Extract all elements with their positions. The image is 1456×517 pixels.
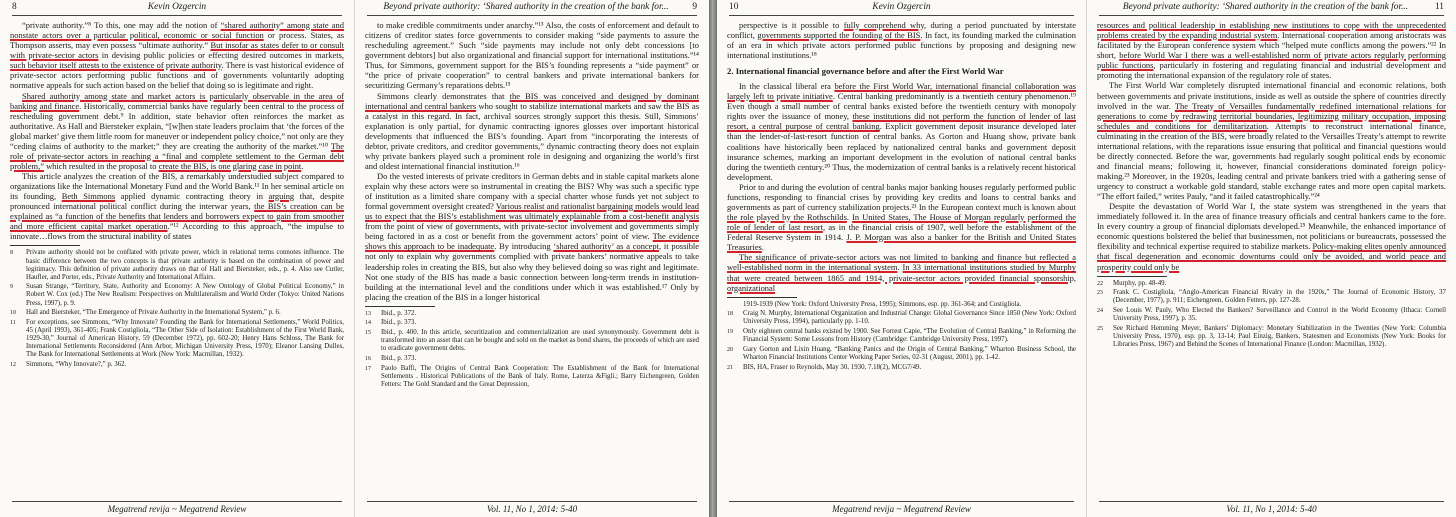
book-gutter bbox=[709, 0, 717, 517]
page-10 bbox=[717, 0, 1086, 517]
footnote-number: 12 bbox=[10, 362, 16, 368]
footnote-rule bbox=[10, 245, 80, 246]
highlighted-passage: such behavior itself attests to the existence of private authority bbox=[10, 60, 222, 71]
running-header bbox=[367, 2, 697, 16]
page-9 bbox=[354, 0, 709, 517]
footnote-text: Susan Strange, “Territory, State, Authority and Economy: A New Ontology of Global Political Economy,” in Robert W. Cox (ed.) The New Realism: Perspectives on Multilateralism and World Order (Tokyo: United Nations Press, 1997), p. 9. bbox=[26, 283, 344, 307]
highlighted-passage: the role played by the Rothschilds bbox=[727, 212, 847, 223]
footnote bbox=[727, 364, 1076, 372]
highlighted-passage: these institutions did not perform the function of lender of last resort, a central purpose of central banking bbox=[727, 111, 1076, 132]
page-number: 9 bbox=[692, 2, 697, 12]
footnote bbox=[727, 301, 1076, 309]
footnote-number: 21 bbox=[727, 364, 733, 371]
footnote bbox=[1097, 289, 1446, 305]
footnotes bbox=[1097, 280, 1446, 350]
footnote bbox=[365, 355, 699, 363]
footnote-number bbox=[727, 301, 743, 309]
footnote bbox=[727, 328, 1076, 344]
footnote-number: 16 bbox=[365, 355, 371, 362]
footnote-text: Only eighteen central banks existed by 1900. See Forrest Capie, “The Evolution of Central Banking,” in Reforming the Financial System: Some Lessons from History (Cambridge: Cambridge University Press, 1997). bbox=[743, 328, 1076, 344]
highlighted-passage: The evidence shows this approach to be inadequate bbox=[365, 231, 699, 252]
running-header bbox=[729, 2, 1074, 16]
section-heading: 2. International financial governance before and after the First World War bbox=[727, 66, 1004, 77]
footnote-text: Simmons, “Why Innovate?,” p. 362. bbox=[26, 361, 127, 368]
highlighted-passage: But insofar as states defer to or consult with private-sector actors bbox=[10, 40, 344, 61]
highlighted-passage: the BIS’s creation can be explained as “a function of the benefits that lenders and borrowers expect to gain from smoother and more efficient capital market operation bbox=[10, 201, 344, 232]
footnote-text: Frank C. Costigliola, “Anglo-American Financial Rivalry in the 1920s,” The Journal of Economic History, 37 (December, 1977), p. 911; Eichengreen, Golden Fetters, pp. 127-28. bbox=[1113, 289, 1446, 305]
footnote-number: 9 bbox=[10, 284, 13, 291]
highlighted-passage: Policy-making elites openly announced that fiscal degeneration and economic downturns could only be avoided, and world peace and prosperity could only be bbox=[1097, 241, 1447, 272]
highlighted-passage: the BIS was conceived and designed by dominant international and central bankers bbox=[365, 90, 699, 111]
body-text bbox=[727, 20, 1076, 293]
running-header bbox=[12, 2, 342, 16]
highlighted-passage: before the First World War, international financial collaboration was largely left to private initiative bbox=[727, 81, 1076, 102]
paragraph: Shared authority among state and market actors is particularly observable in the area of banking and finance. Historically, commercial banks have regularly been central to the process of rescheduling government debt.⁹ In addition, state behavior often reinforces the market as authoritative. As Hall and Biersteker explain, “[w]hen state leaders proclaim that ‘the forces of the global market’ give them little room for maneuver or independent policy choice,” not only are they “ceding claims of authority to the market;” they are creating the authority of the market.”¹⁰ The role of private-sector actors in reaching a “final and complete settlement to the German debt problem,” which resulted in the proposal to create the BIS, is one glaring case in point. bbox=[10, 90, 344, 171]
footnote bbox=[727, 310, 1076, 326]
footnote bbox=[10, 319, 344, 359]
footnote-text: Hall and Biersteker, “The Emergence of Private Authority in the International System,” p. 6. bbox=[26, 309, 281, 317]
running-footer: Vol. 11, No 1, 2014: 5-40 bbox=[1099, 501, 1444, 514]
footnote bbox=[727, 346, 1076, 362]
highlighted-passage: before World War I there was a well-established norm of private actors regularly performing public functions bbox=[1097, 50, 1446, 71]
running-header bbox=[1099, 2, 1444, 16]
paragraph: Despite the devastation of World War I, the state system was strengthened in the years that immediately followed it. In the area of finance treasury officials and central bankers came to the fore. In every country a group of financial diplomats developed.²⁵ Meanwhile, the enhanced importance of economic questions bolstered the belief that businessmen, not politicians or bureaucrats, possessed the flexibility and technical expertise required to stabilize markets. Policy-making elites openly announced that fiscal degeneration and economic downturns could only be avoided, and world peace and prosperity could only be bbox=[1097, 201, 1447, 272]
footnote bbox=[10, 249, 344, 281]
highlighted-passage: ‘shared authority’ as a concept bbox=[553, 241, 659, 252]
footnote-number: 20 bbox=[727, 346, 733, 353]
highlighted-passage: Shared authority among state and market actors is particularly observable in the area of banking and finance bbox=[10, 90, 344, 111]
footnote-number: 15 bbox=[365, 330, 371, 337]
footnote-rule bbox=[365, 306, 435, 307]
footnote-text: Craig N. Murphy, International Organization and Industrial Change: Global Governance Since 1850 (New York: Oxford University Press, 1994), particularly pp. 1-10. bbox=[743, 310, 1076, 326]
paragraph: The First World War completely disrupted international financial and economic relations, both between governments and private institutions, inside as well as outside the sphere of countries directly involved in the war. The Treaty of Versailles fundamentally redefined international relations for generations to come by redrawing territorial boundaries, legitimizing military occupation, imposing schedules and conditions for demilitarization. Attempts to reconstruct international finance, culminating in the creation of the BIS, were broadly related to the Versailles Treaty’s attempt to rewrite international relations, with the reparations issue ensuring that political and financial questions would be directly connected. Before the war, governments had regularly sought political ends by economic and financial means; following it, however, financial considerations dominated foreign policy-making.²³ Moreover, in the 1920s, leading central and private bankers tried with a gathering sense of urgency to construct a workable gold standard, stable exchange rates and more open capital markets. “The effort failed,” writes Pauly, “and it failed catastrophically.”²⁴ bbox=[1097, 80, 1446, 201]
footnote-number: 18 bbox=[727, 311, 733, 318]
footnotes bbox=[10, 249, 344, 369]
paragraph: Simmons clearly demonstrates that the BIS was conceived and designed by dominant international and central bankers who sought to stabilize international markets and saw the BIS as a catalyst in this regard. In fact, archival sources strongly support this thesis. Still, Simmons’ explanation is only partial, for dynamic contracting ignores glosses over important historical developments that influenced the BIS’s founding. Apart from “incorporating the interests of debtor, private creditors, and creditor governments,” dynamic contracting theory does not explain why private bankers played such a prominent role in designing and organizing the world’s first and oldest international financial institution.¹⁶ bbox=[365, 90, 699, 171]
highlighted-passage: J. P. Morgan was also a banker for the British and United States Treasuries bbox=[727, 232, 1076, 253]
footnote-text: BIS, HA, Fraser to Reynolds, May 30, 1930, 7.18(2), MCG7/49. bbox=[743, 363, 922, 371]
footnote bbox=[10, 309, 344, 317]
footnotes bbox=[365, 310, 699, 389]
paragraph: resources and political leadership in establishing new institutions to cope with the unprecedented problems created by the expanding industrial system. International cooperation among aristocrats was facilitated by the European conference system which “helped mute conflicts among the powers.”²² In short, before World War I there was a well-established norm of private actors regularly performing public functions, particularly in fostering and regulating financial and industrial development and promoting the international expansion of the regulatory role of states. bbox=[1097, 20, 1446, 81]
running-head: Kevin Ozgercin bbox=[872, 2, 931, 12]
footnote-number: 22 bbox=[1097, 280, 1103, 287]
footnotes bbox=[727, 301, 1076, 372]
paragraph: This article analyzes the creation of the BIS, a remarkably understudied subject compared to organizations like the International Monetary Fund and the World Bank.¹¹ In her seminal article on its founding, Beth Simmons applied dynamic contracting theory in arguing that, despite pronounced international political conflict during the interwar years, the BIS’s creation can be explained as “a function of the benefits that lenders and borrowers expect to gain from smoother and more efficient capital market operation.”¹² According to this approach, “the impulse to innovate…flows from the structural inability of states bbox=[10, 171, 344, 242]
highlighted-passage: Various realist and rationalist bargaining models would lead us to expect that the BIS’s establishment was ultimately explainable from a cost-benefit analysis bbox=[365, 201, 699, 222]
footnote-text: 1919-1939 (New York: Oxford University Press, 1995); Simmons, esp. pp. 361-364; and Costigliola. bbox=[743, 300, 1022, 308]
footnote bbox=[365, 329, 699, 353]
highlighted-passage: governments supported the founding of the BIS bbox=[757, 30, 921, 41]
footnote-text: For exceptions, see Simmons, “Why Innovate? Founding the Bank for International Settlements,” World Politics, 45 (April 1993), 361-405; Frank Costigliola, “The Other Side of Isolation: Establishment of the First World Bank, 1929-30,” Journal of American History, 59 (December 1972), pp. 602-20; Henry Hans Schloss, The Bank for International Settlements Reconsidered (Ann Arbor, Michigan University Press, 1970); Eleanor Lansing Dulles, The Bank for International Settlements at Work (New York: Macmillan, 1932). bbox=[26, 318, 344, 359]
footnote-text: Gary Gorton and Lixin Huang, “Banking Panics and the Origin of Central Banking,” Wharton Business School, the Wharton Financial Institutions Center Working Paper Series, 02-31 (August, 2001), pp. 1-42. bbox=[743, 345, 1076, 361]
highlighted-passage: create the BIS, is one glaring case in point bbox=[158, 160, 302, 171]
paragraph: perspective is it possible to fully comprehend why, during a period punctuated by interstate conflict, governments supported the founding of the BIS. In fact, its founding marked the culmination of an era in which private actors performed public functions by proposing and designing new international institutions.¹⁸ bbox=[727, 20, 1076, 61]
footnote-number: 13 bbox=[365, 310, 371, 317]
paragraph: Do the vested interests of private creditors in German debts and in stable capital markets alone explain why these actors were so instrumental in creating the BIS? Why was such a specific type of institution as a limited share company with a special charter whose funds yet not subject to formal government oversight created? Various realist and rationalist bargaining models would lead us to expect that the BIS’s establishment was ultimately explainable from a cost-benefit analysis from the point of view of governments, with private-sector involvement and governments simply being factored in as a cost or benefit from the government actors’ point of view. The evidence shows this approach to be inadequate. By introducing ‘shared authority’ as a concept, it possible not only to explain why governments complied with private bankers’ normative appeals to take leadership roles in creating the BIS, but also why they believed doing so was right and legitimate. Not one study of the BIS has made a basic connection between long-term trends in institution-building at the international level and the conditions under which it was established.¹⁷ Only by placing the creation of the BIS in a longer historical bbox=[365, 171, 700, 302]
running-head: Kevin Ozgercin bbox=[147, 2, 207, 12]
highlighted-passage: “shared authority” among state and nonstate actors over a particular political, economic or social function bbox=[10, 20, 344, 41]
footnote-number: 17 bbox=[365, 365, 371, 372]
highlighted-passage: In United States, The House of Morgan regularly performed the role of lender of last resort bbox=[727, 212, 1076, 233]
running-footer: Megatrend revija ~ Megatrend Review bbox=[729, 501, 1074, 514]
page-number: 11 bbox=[1434, 2, 1444, 12]
footnote-text: See Richard Hemming Meyer, Bankers’ Diplomacy: Monetary Stabilization in the Twenties (New York: Columbia University Press, 1970), esp. pp. 3, 13-14; Paul Einzig, Bankers, Statesmen and Economists (New York: Books for Libraries Press, 1967) and Behind the Scenes of International Finance (London: Macmillan, 1932). bbox=[1113, 324, 1446, 348]
footnote-number: 8 bbox=[10, 250, 13, 257]
footnote-number: 25 bbox=[1097, 325, 1103, 332]
running-footer: Vol. 11, No 1, 2014: 5-40 bbox=[367, 501, 697, 514]
footnote-rule bbox=[727, 297, 797, 298]
footnote-text: Private authority should not be conflated with private power, which in relational terms connotes influence. The basic difference between the two concepts is that private authority is based on the combination of power and legitimacy. This definition of private authority draws on that of Hall and Biersteker, eds., p. 4. Also see Cutler, Haufler, and Porter, eds., Private Authority and International Affairs. bbox=[26, 249, 344, 281]
highlighted-passage: The significance of private-sector actors was not limited to banking and finance but reflected a well-established norm in the international system bbox=[727, 252, 1076, 273]
footnote-number: 11 bbox=[10, 319, 16, 326]
highlighted-passage: Beth Simmons bbox=[61, 191, 116, 202]
highlighted-passage: arguing bbox=[268, 191, 295, 202]
footnote bbox=[365, 319, 699, 327]
footnote bbox=[1097, 280, 1446, 288]
footnote-text: Ibid., p. 373. bbox=[381, 319, 417, 327]
paragraph: Prior to and during the evolution of central banks major banking houses regularly performed public functions, responding to financial crises by providing key credits and loans to central banks and governments as part of currency stabilization projects.²¹ In the European context much is known about the role played by the Rothschilds. In United States, The House of Morgan regularly performed the role of lender of last resort, as in the financial crisis of 1907, well before the establishment of the Federal Reserve System in 1914. J. P. Morgan was also a banker for the British and United States Treasuries. bbox=[727, 181, 1076, 253]
footnote-number: 14 bbox=[365, 320, 371, 327]
page-number: 8 bbox=[12, 2, 17, 12]
footnote-rule bbox=[1097, 276, 1167, 277]
footnote-text: Ibid., p. 372. bbox=[381, 309, 417, 317]
footnote bbox=[365, 365, 699, 389]
page-11 bbox=[1086, 0, 1456, 517]
body-text bbox=[10, 20, 344, 241]
footnote-number: 10 bbox=[10, 310, 16, 317]
running-footer: Megatrend revija ~ Megatrend Review bbox=[12, 501, 342, 514]
footnote-text: See Louis W. Pauly, Who Elected the Bankers? Surveillance and Control in the World Economy (Ithaca: Cornell University Press, 1997), p. 35. bbox=[1113, 307, 1446, 323]
page-number: 10 bbox=[729, 2, 739, 12]
footnote-text: Murphy, pp. 48-49. bbox=[1113, 279, 1167, 287]
paragraph: In the classical liberal era before the First World War, international financial collaboration was largely left to private initiative. Central banking predominantly is a twentieth century phenomenon.¹⁹ Even though a small number of central banks existed before the twentieth century with monopoly rights over the issuance of money, these institutions did not perform the function of lender of last resort, a central purpose of central banking. Explicit government deposit insurance developed later than the lender-of-last-resort function of central banks. As Gorton and Huang show, private bank coalitions have historically been replaced by nationalized central banks and government deposit insurance schemes, marking an important development in the evolution of national central banks during the twentieth century.²⁰ Thus, the modernization of central banks is a relatively recent historical development. bbox=[727, 81, 1076, 182]
body-text bbox=[1097, 20, 1446, 272]
right-spread bbox=[717, 0, 1456, 517]
footnote-number: 24 bbox=[1097, 308, 1103, 315]
paragraph: “private authority.”⁸ To this, one may add the notion of “shared authority” among state and nonstate actors over a particular political, economic or social function or process. States, as Thompson asserts, may even possess “ultimate authority.” But insofar as states defer to or consult with private-sector actors in devising public policies or effecting desired outcomes in markets, such behavior itself attests to the existence of private authority. There is vast historical evidence of private-sector actors performing public functions and of governments voluntarily adopting normative appeals for such action based on the belief that doing so is legitimate and right. bbox=[10, 20, 344, 91]
highlighted-passage: resources and political leadership in establishing new institutions to cope with the unprecedented problems created by the expanding industrial system bbox=[1097, 20, 1446, 41]
footnote-text: Paolo Baffi, The Origins of Central Bank Cooperation: The Establishment of the Bank for International Settlements . Historical Publications of the Bank of Italy. Rome, Laterza &Figli.; Barry Eichengreen, Golden Fetters: The Gold Standard and the Great Depression, bbox=[381, 364, 699, 388]
highlighted-passage: fully comprehend why bbox=[843, 20, 925, 30]
running-head: Beyond private authority: ‘Shared authority in the creation of the bank for... bbox=[1122, 2, 1409, 12]
footnote-text: Ibid., p. 373. bbox=[381, 354, 417, 362]
highlighted-passage: In 33 international institutions studied by Murphy that were created between 1865 and 1914, private-sector actors provided financial sponsorship, organizational bbox=[727, 262, 1076, 293]
paragraph: to make credible commitments under anarchy.”¹³ Also, the costs of enforcement and default to citizens of creditor states force governments to consider making “side payments to assure the rescheduling agreement.” Such “side payments may include not only debt concessions [to government debtors] but also organizational and financial support for international institutions.”¹⁴ Thus, for Simmons, government support for the BIS’s founding represents a “side payment” or “the price of private cooperation” to central bankers and private international bankers for securitizing Germany’s reparations debts.¹⁵ bbox=[365, 20, 699, 91]
highlighted-passage: The Treaty of Versailles fundamentally redefined international relations for generations to come by redrawing territorial boundaries, legitimizing military occupation, imposing schedules and conditions for demilitarization bbox=[1097, 100, 1446, 131]
footnote bbox=[1097, 325, 1446, 349]
footnote-text: Ibid., p. 400. In this article, securitization and commercialization are used synonymously. Government debt is transformed into an asset that can be bought and sold on the market as bond shares, the proceeds of which are used to eradicate government debts. bbox=[381, 329, 699, 353]
page-8 bbox=[0, 0, 354, 517]
running-head: Beyond private authority: ‘Shared authority in the creation of the bank for... bbox=[383, 2, 669, 12]
footnote-number: 23 bbox=[1097, 290, 1103, 297]
footnote bbox=[10, 361, 344, 369]
highlighted-passage: The role of private-sector actors in reaching a “final and complete settlement to the German debt problem,” bbox=[10, 140, 344, 171]
body-text bbox=[365, 20, 699, 302]
paragraph: The significance of private-sector actors was not limited to banking and finance but reflected a well-established norm in the international system. In 33 international institutions studied by Murphy that were created between 1865 and 1914, private-sector actors provided financial sponsorship, organizational bbox=[727, 252, 1076, 293]
footnote-number: 19 bbox=[727, 329, 733, 336]
footnote bbox=[1097, 307, 1446, 323]
footnote bbox=[365, 310, 699, 318]
left-spread bbox=[0, 0, 709, 517]
footnote bbox=[10, 283, 344, 307]
